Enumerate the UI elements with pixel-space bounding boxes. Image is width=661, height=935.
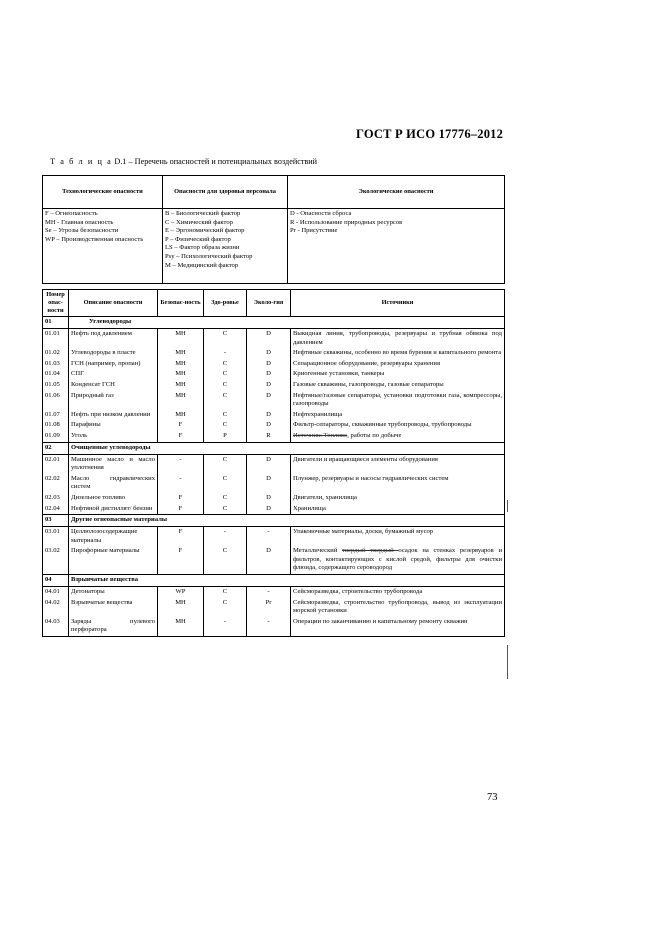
table-row — [43, 546, 505, 574]
legend-header-eco: Экологические опасности — [288, 176, 505, 209]
hazard-source — [291, 380, 505, 391]
col-header-ecology: Эколо-гия — [247, 290, 291, 317]
source-text: Операции по заканчиванию и капитальному ремонту скважин — [293, 617, 468, 625]
col-header-health: Здо-ровье — [204, 290, 247, 317]
legend-item: P – Физический фактор — [165, 235, 231, 243]
source-text: Двигатели и вращающиеся элементы оборудования — [293, 455, 438, 463]
hazard-number: 01.08 — [43, 420, 69, 431]
hazard-source — [291, 493, 505, 504]
hazard-source — [291, 546, 505, 574]
ecology-code: D — [247, 546, 291, 574]
section-code: 04 — [43, 575, 69, 587]
health-code: P — [204, 431, 247, 442]
hazard-description: Заряды пулевого перфоратора — [69, 617, 158, 637]
legend-item: Pr - Присутствие — [290, 227, 338, 235]
health-code: C — [204, 493, 247, 504]
safety-code: MH — [158, 369, 204, 380]
hazard-description: Уголь — [69, 431, 158, 442]
hazard-source — [291, 587, 505, 598]
section-title: Углеводороды — [69, 317, 505, 329]
caption-label: Т а б л и ц а — [50, 157, 113, 166]
section-code: 02 — [43, 442, 69, 454]
safety-code: MH — [158, 598, 204, 617]
safety-code: MH — [158, 410, 204, 421]
ecology-code: D — [247, 504, 291, 515]
source-text: Нефтяные/газовые сепараторы, установки подготовки газа, компрессоры, газопроводы — [293, 391, 502, 408]
table-row — [43, 527, 505, 547]
hazard-number: 04.03 — [43, 617, 69, 637]
safety-code: F — [158, 504, 204, 515]
page-number: 73 — [487, 792, 498, 803]
hazard-source — [291, 410, 505, 421]
source-text: Сейсморазведка, строительство трубопровода — [293, 588, 423, 596]
safety-code: F — [158, 420, 204, 431]
hazards-header-row — [43, 290, 505, 317]
health-code: - — [204, 348, 247, 359]
source-text: Сепарационное оборудование, резервуары хранения — [293, 359, 440, 367]
health-code: C — [204, 587, 247, 598]
safety-code: F — [158, 527, 204, 547]
health-code: C — [204, 410, 247, 421]
ecology-code: D — [247, 420, 291, 431]
hazard-description: Углеводороды в пласте — [69, 348, 158, 359]
hazard-source — [291, 359, 505, 370]
ecology-code: D — [247, 380, 291, 391]
col-header-safety: Безопас-ность — [158, 290, 204, 317]
section-row — [43, 442, 505, 454]
hazard-number: 03.02 — [43, 546, 69, 574]
hazard-number: 01.02 — [43, 348, 69, 359]
legend-header-health: Опасности для здоровья персонала — [163, 176, 288, 209]
change-bar — [507, 500, 508, 512]
hazards-body — [43, 317, 505, 637]
health-code: C — [204, 329, 247, 349]
table-row — [43, 587, 505, 598]
source-text: Фильтр-сепараторы, скважинные трубопроводы, трубопроводы — [293, 421, 472, 429]
table-row — [43, 431, 505, 442]
source-text: Нефтяные скважины, особенно во время бурения и капитального ремонта — [293, 349, 502, 357]
hazard-description: Парафины — [69, 420, 158, 431]
hazard-description: Природный газ — [69, 391, 158, 410]
legend-header-row — [43, 176, 505, 209]
hazard-source — [291, 527, 505, 547]
source-text: Криогенные установки, танкеры — [293, 370, 385, 378]
safety-code: F — [158, 546, 204, 574]
section-title: Другие огнеопасные материалы — [69, 515, 505, 527]
safety-code: F — [158, 431, 204, 442]
source-text: осадок на стенках резервуаров и фильтров, контактирующих с кислой средой, фильтры для очистки флюида, содержащего сероводород — [293, 547, 502, 572]
table-row — [43, 329, 505, 349]
ecology-code: Pr — [247, 598, 291, 617]
hazard-description: Конденсат ГСН — [69, 380, 158, 391]
ecology-code: R — [247, 431, 291, 442]
safety-code: MH — [158, 380, 204, 391]
health-code: C — [204, 391, 247, 410]
table-row — [43, 348, 505, 359]
safety-code: - — [158, 474, 204, 493]
hazard-number: 01.04 — [43, 369, 69, 380]
safety-code: MH — [158, 617, 204, 637]
hazard-source — [291, 504, 505, 515]
source-text: Хранилища — [293, 504, 326, 512]
hazard-number: 01.05 — [43, 380, 69, 391]
health-code: C — [204, 504, 247, 515]
col-header-description: Описание опасности — [69, 290, 158, 317]
hazard-source — [291, 431, 505, 442]
safety-code: MH — [158, 329, 204, 349]
struck-text: Источник: Топливо — [293, 431, 348, 439]
hazard-source — [291, 329, 505, 349]
section-row — [43, 575, 505, 587]
source-text: , работы по добыче — [347, 431, 402, 439]
hazard-number: 01.09 — [43, 431, 69, 442]
legend-table — [42, 175, 505, 284]
safety-code: - — [158, 454, 204, 474]
legend-item: MH - Главная опасность — [45, 218, 114, 226]
safety-code: F — [158, 493, 204, 504]
legend-item: Psy – Психологический фактор — [165, 252, 253, 260]
section-row — [43, 515, 505, 527]
source-text: Плунжер, резервуары и насосы гидравлических систем — [293, 474, 449, 482]
hazard-number: 04.01 — [43, 587, 69, 598]
change-bar — [507, 645, 508, 679]
ecology-code: D — [247, 454, 291, 474]
health-code: C — [204, 359, 247, 370]
source-text: Нефтехранилища — [293, 410, 343, 418]
legend-body-row — [43, 209, 505, 284]
section-code: 03 — [43, 515, 69, 527]
table-row — [43, 504, 505, 515]
health-code: C — [204, 420, 247, 431]
hazard-description: Взрывчатые вещества — [69, 598, 158, 617]
source-text: Сейсморазведка, строительство трубопровода, вывод из эксплуатации морской установки — [293, 598, 502, 615]
col-header-number: Номер опас-ности — [43, 290, 69, 317]
ecology-code: D — [247, 391, 291, 410]
legend-item: B – Биологический фактор — [165, 210, 241, 217]
health-code: C — [204, 598, 247, 617]
source-text: Выкидная линия, трубопроводы, резервуары и трубная обвязка под давлением — [293, 330, 502, 346]
table-row — [43, 617, 505, 637]
health-code: C — [204, 454, 247, 474]
source-text: Газовые скважины, газопроводы, газовые сепараторы — [293, 380, 444, 388]
hazard-source — [291, 391, 505, 410]
ecology-code: D — [247, 348, 291, 359]
hazard-source — [291, 474, 505, 493]
hazard-source — [291, 454, 505, 474]
legend-item: D - Опасности сброса — [290, 210, 352, 217]
hazard-description: Целлюлозосодержащие материалы — [69, 527, 158, 547]
table-row — [43, 369, 505, 380]
hazard-number: 01.07 — [43, 410, 69, 421]
ecology-code: D — [247, 474, 291, 493]
hazard-source — [291, 598, 505, 617]
source-text: Металлический — [293, 547, 343, 555]
ecology-code: D — [247, 369, 291, 380]
hazard-description: Пирофорные материалы — [69, 546, 158, 574]
safety-code: MH — [158, 391, 204, 410]
hazard-source — [291, 369, 505, 380]
source-text: Упаковочные материалы, доски, бумажный мусор — [293, 528, 434, 536]
ecology-code: - — [247, 617, 291, 637]
hazard-description: Нефтяной дистиллят/ бензин — [69, 504, 158, 515]
ecology-code: - — [247, 527, 291, 547]
legend-item: M – Медицинский фактор — [165, 261, 239, 269]
hazard-description: ГСН (например, пропан) — [69, 359, 158, 370]
legend-eco-list — [288, 209, 505, 284]
health-code: C — [204, 369, 247, 380]
legend-item: WP – Производственная опасность — [45, 235, 144, 243]
table-row — [43, 454, 505, 474]
hazard-number: 02.01 — [43, 454, 69, 474]
standard-header: ГОСТ Р ИСО 17776–2012 — [356, 127, 504, 141]
ecology-code: D — [247, 410, 291, 421]
ecology-code: D — [247, 359, 291, 370]
safety-code: WP — [158, 587, 204, 598]
hazard-number: 04.02 — [43, 598, 69, 617]
hazard-description: Нефть под давлением — [69, 329, 158, 349]
legend-item: R - Использование природных ресурсов — [290, 218, 403, 226]
safety-code: MH — [158, 359, 204, 370]
section-title: Очищенные углеводороды — [69, 442, 505, 454]
safety-code: MH — [158, 348, 204, 359]
section-title: Взрывчатые вещества — [69, 575, 505, 587]
hazard-number: 02.03 — [43, 493, 69, 504]
hazard-source — [291, 617, 505, 637]
hazard-description: СПГ — [69, 369, 158, 380]
section-row — [43, 317, 505, 329]
table-row — [43, 420, 505, 431]
health-code: C — [204, 546, 247, 574]
health-code: - — [204, 617, 247, 637]
table-row — [43, 380, 505, 391]
legend-health-list — [163, 209, 288, 284]
ecology-code: D — [247, 493, 291, 504]
legend-item: E – Эргономический фактор — [165, 227, 245, 235]
section-code: 01 — [43, 317, 69, 329]
hazard-source — [291, 348, 505, 359]
table-row — [43, 391, 505, 410]
hazard-description: Дизельное топливо — [69, 493, 158, 504]
legend-item: C – Химический фактор — [165, 218, 233, 226]
col-header-sources: Источники — [291, 290, 505, 317]
hazard-number: 01.01 — [43, 329, 69, 349]
table-row — [43, 474, 505, 493]
ecology-code: - — [247, 587, 291, 598]
struck-text: твердый твердый — [342, 547, 399, 555]
table-caption — [50, 157, 317, 166]
table-row — [43, 598, 505, 617]
hazard-description: Машинное масло и масло уплотнения — [69, 454, 158, 474]
hazard-description: Нефть при низком давлении — [69, 410, 158, 421]
hazards-table — [42, 289, 505, 637]
hazard-number: 02.02 — [43, 474, 69, 493]
health-code: C — [204, 380, 247, 391]
legend-tech-list — [43, 209, 163, 284]
hazard-source — [291, 420, 505, 431]
health-code: - — [204, 527, 247, 547]
hazard-number: 03.01 — [43, 527, 69, 547]
legend-header-tech: Технологические опасности — [43, 176, 163, 209]
health-code: C — [204, 474, 247, 493]
ecology-code: D — [247, 329, 291, 349]
table-row — [43, 359, 505, 370]
hazard-number: 01.06 — [43, 391, 69, 410]
hazard-description: Масло гидравлических систем — [69, 474, 158, 493]
legend-item: Se – Угрозы безопасности — [45, 227, 119, 235]
hazard-description: Детонаторы — [69, 587, 158, 598]
legend-item: LS – Фактор образа жизни — [165, 244, 240, 252]
caption-text: D.1 – Перечень опасностей и потенциальных воздействий — [112, 157, 318, 166]
table-row — [43, 493, 505, 504]
table-row — [43, 410, 505, 421]
hazard-number: 01.03 — [43, 359, 69, 370]
hazard-number: 02.04 — [43, 504, 69, 515]
legend-item: F – Огнеопасность — [45, 210, 98, 217]
source-text: Двигатели, хранилища — [293, 493, 357, 501]
